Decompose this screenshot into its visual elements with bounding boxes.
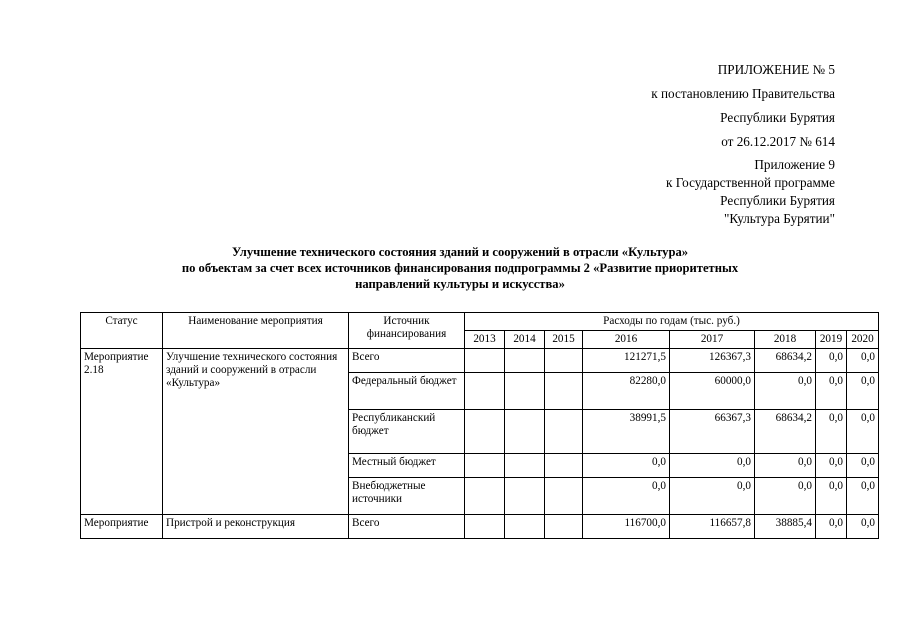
header-year: 2018 [755,331,816,349]
value-cell [505,515,545,539]
financing-table [80,312,879,539]
value-cell: 0,0 [816,349,847,373]
value-cell: 0,0 [816,515,847,539]
source-cell: Всего [349,515,465,539]
program-appendix-header [666,156,835,228]
value-cell: 0,0 [816,410,847,454]
value-cell [465,515,505,539]
document-title [80,244,840,292]
appendix-header [651,58,835,154]
table-row [81,515,879,539]
measure-name-cell: Улучшение технического состояния зданий и сооружений в отрасли «Культура» [163,349,349,515]
value-cell: 0,0 [670,478,755,515]
value-cell: 0,0 [755,478,816,515]
appendix-date: от 26.12.2017 № 614 [721,134,835,149]
program-appendix-number: Приложение 9 [754,157,835,172]
value-cell [505,454,545,478]
value-cell [505,478,545,515]
value-cell: 0,0 [847,478,879,515]
value-cell: 0,0 [755,373,816,410]
source-cell: Местный бюджет [349,454,465,478]
program-appendix-name: "Культура Бурятии" [724,211,835,226]
header-source: Источник финансирования [349,313,465,349]
value-cell: 68634,2 [755,410,816,454]
status-cell: Мероприятие [81,515,163,539]
value-cell: 116700,0 [583,515,670,539]
value-cell [505,373,545,410]
value-cell [545,349,583,373]
value-cell [545,410,583,454]
title-line-3: направлений культуры и искусства» [355,277,565,291]
source-cell: Федеральный бюджет [349,373,465,410]
value-cell: 126367,3 [670,349,755,373]
value-cell: 0,0 [847,410,879,454]
value-cell: 0,0 [816,478,847,515]
value-cell [465,454,505,478]
header-name: Наименование мероприятия [163,313,349,349]
value-cell [465,373,505,410]
value-cell: 0,0 [816,373,847,410]
value-cell [545,515,583,539]
value-cell: 66367,3 [670,410,755,454]
value-cell: 121271,5 [583,349,670,373]
appendix-republic: Республики Бурятия [720,110,835,125]
title-line-1: Улучшение технического состояния зданий и сооружений в отрасли «Культура» [231,245,689,259]
header-year: 2013 [465,331,505,349]
value-cell: 0,0 [583,454,670,478]
value-cell: 82280,0 [583,373,670,410]
header-year: 2014 [505,331,545,349]
value-cell [465,410,505,454]
header-expenses: Расходы по годам (тыс. руб.) [465,313,879,331]
value-cell: 0,0 [847,373,879,410]
source-cell: Республиканский бюджет [349,410,465,454]
header-year: 2019 [816,331,847,349]
measure-name-cell: Пристрой и реконструкция [163,515,349,539]
value-cell: 68634,2 [755,349,816,373]
header-year: 2015 [545,331,583,349]
program-appendix-republic: Республики Бурятия [720,193,835,208]
value-cell: 0,0 [670,454,755,478]
value-cell: 0,0 [583,478,670,515]
value-cell [505,410,545,454]
header-year: 2020 [847,331,879,349]
title-line-2: по объектам за счет всех источников финансирования подпрограммы 2 «Развитие приоритетных [181,261,739,275]
value-cell [545,373,583,410]
appendix-number: ПРИЛОЖЕНИЕ № 5 [717,62,835,77]
value-cell [465,349,505,373]
program-appendix-ref: к Государственной программе [665,175,835,190]
table-row [81,349,879,373]
source-cell: Внебюджетные источники [349,478,465,515]
header-year: 2017 [670,331,755,349]
status-cell: Мероприятие 2.18 [81,349,163,515]
value-cell [465,478,505,515]
appendix-ref: к постановлению Правительства [651,86,835,101]
value-cell: 0,0 [816,454,847,478]
value-cell [545,478,583,515]
header-status: Статус [81,313,163,349]
value-cell: 60000,0 [670,373,755,410]
value-cell [505,349,545,373]
value-cell: 116657,8 [670,515,755,539]
value-cell: 38885,4 [755,515,816,539]
value-cell: 0,0 [847,349,879,373]
header-year: 2016 [583,331,670,349]
source-cell: Всего [349,349,465,373]
value-cell: 0,0 [755,454,816,478]
value-cell [545,454,583,478]
value-cell: 38991,5 [583,410,670,454]
value-cell: 0,0 [847,454,879,478]
value-cell: 0,0 [847,515,879,539]
